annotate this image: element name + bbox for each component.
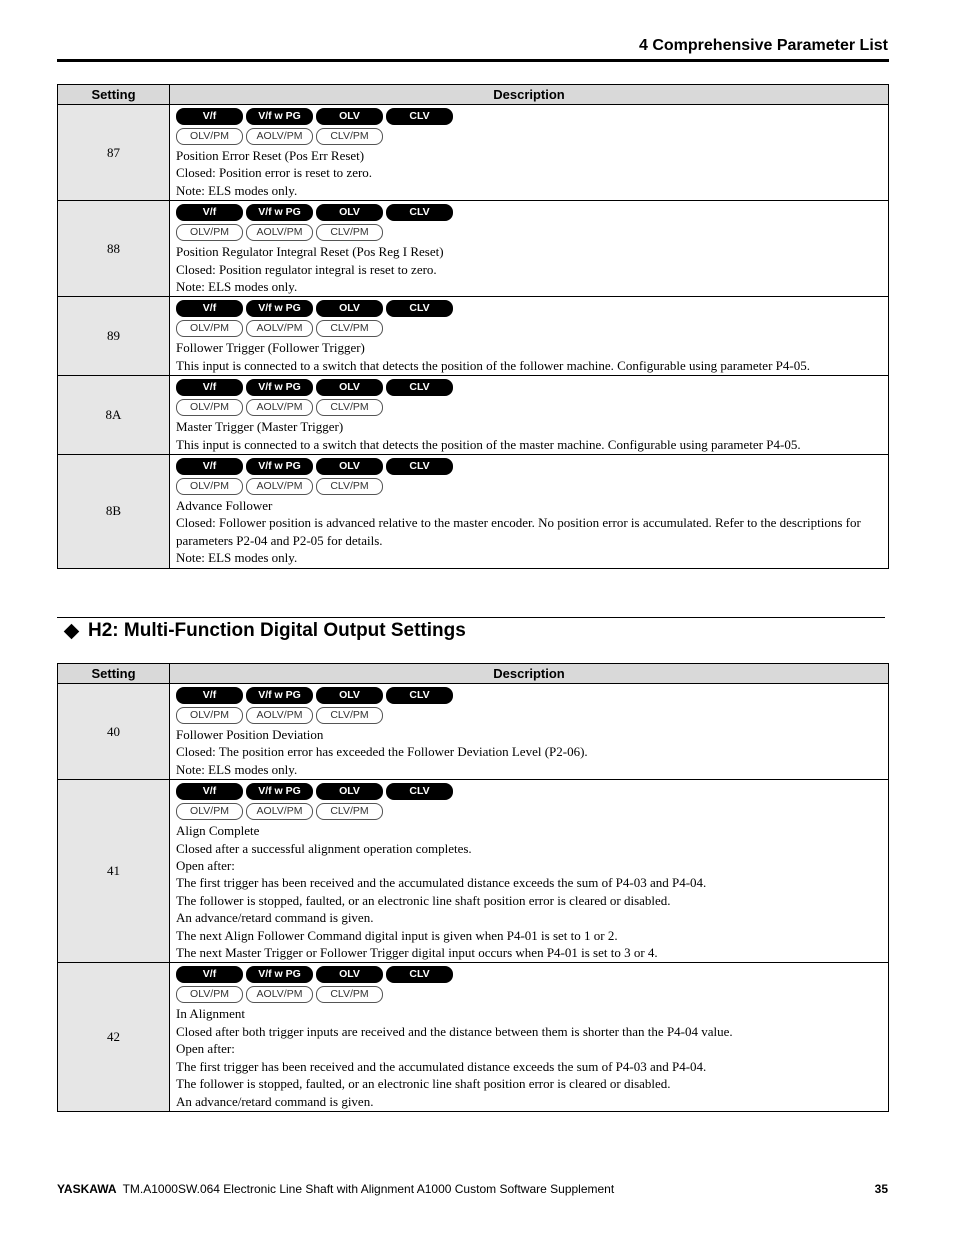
description-line: An advance/retard command is given.: [176, 1093, 374, 1109]
control-mode-badges: [176, 707, 888, 724]
description-line: Position Error Reset (Pos Err Reset): [176, 148, 365, 163]
description-line: This input is connected to a switch that detects the position of the follower machine. Configurable using parameter P4-05.: [176, 357, 810, 373]
control-mode-badges: [176, 300, 888, 317]
control-mode-badges: [176, 803, 888, 820]
control-mode-badge: OLV: [316, 300, 383, 317]
control-mode-badge: CLV: [386, 108, 453, 125]
control-mode-badge: CLV/PM: [316, 986, 383, 1003]
description-line: The first trigger has been received and the accumulated distance exceeds the sum of P4-03 and P4-04.: [176, 875, 707, 891]
description-line: Closed: Position regulator integral is reset to zero.: [176, 261, 437, 277]
control-mode-badges: [176, 478, 888, 495]
section-title: H2: Multi-Function Digital Output Settings: [88, 620, 466, 641]
description-line: Closed after both trigger inputs are received and the distance between them is shorter than the P4-04 value.: [176, 1023, 733, 1039]
control-mode-badge: CLV/PM: [316, 224, 383, 241]
control-mode-badge: OLV/PM: [176, 478, 243, 495]
description-line: Open after:: [176, 1041, 235, 1057]
control-mode-badge: OLV/PM: [176, 986, 243, 1003]
table-row: [58, 963, 889, 1111]
control-mode-badge: V/f: [176, 966, 243, 983]
control-mode-badge: AOLV/PM: [246, 128, 313, 145]
footer-brand: YASKAWA: [57, 1182, 117, 1196]
table-row: [58, 376, 889, 455]
control-mode-badge: OLV/PM: [176, 128, 243, 145]
control-mode-badge: OLV: [316, 204, 383, 221]
description-line: Align Complete: [176, 823, 260, 839]
control-mode-badge: V/f w PG: [246, 783, 313, 800]
control-mode-badges: [176, 320, 888, 337]
page-number: 35: [874, 1182, 888, 1196]
control-mode-badge: V/f: [176, 204, 243, 221]
description-line: Note: ELS modes only.: [176, 182, 298, 198]
control-mode-badge: OLV/PM: [176, 803, 243, 820]
setting-value: 89: [58, 297, 170, 376]
control-mode-badge: V/f w PG: [246, 966, 313, 983]
column-header-setting: Setting: [58, 664, 170, 684]
control-mode-badge: AOLV/PM: [246, 478, 313, 495]
control-mode-badges: [176, 379, 888, 396]
control-mode-badge: AOLV/PM: [246, 803, 313, 820]
control-mode-badge: V/f w PG: [246, 108, 313, 125]
column-header-description: Description: [170, 664, 889, 684]
table-body: [58, 105, 889, 569]
control-mode-badge: AOLV/PM: [246, 320, 313, 337]
description-line: The next Master Trigger or Follower Trigger digital input occurs when P4-01 is set to 3 or 4.: [176, 945, 658, 961]
footer-document-title: TM.A1000SW.064 Electronic Line Shaft with Alignment A1000 Custom Software Supplement: [122, 1182, 615, 1196]
setting-value: 41: [58, 780, 170, 963]
control-mode-badge: CLV: [386, 458, 453, 475]
description-line: Closed: The position error has exceeded the Follower Deviation Level (P2-06).: [176, 744, 588, 760]
control-mode-badge: CLV: [386, 379, 453, 396]
setting-value: 87: [58, 105, 170, 201]
setting-value: 40: [58, 684, 170, 780]
control-mode-badges: [176, 783, 888, 800]
description-line: In Alignment: [176, 1006, 245, 1022]
control-mode-badge: V/f: [176, 300, 243, 317]
control-mode-badge: CLV: [386, 783, 453, 800]
description-line: This input is connected to a switch that detects the position of the master machine. Configurable using parameter P4-05.: [176, 436, 801, 452]
control-mode-badge: CLV/PM: [316, 707, 383, 724]
setting-value: 42: [58, 963, 170, 1111]
description-line: Master Trigger (Master Trigger): [176, 419, 344, 435]
description-line: Closed: Position error is reset to zero.: [176, 165, 373, 181]
control-mode-badge: CLV: [386, 300, 453, 317]
control-mode-badges: [176, 399, 888, 416]
control-mode-badges: [176, 224, 888, 241]
control-mode-badge: OLV/PM: [176, 707, 243, 724]
control-mode-badge: OLV: [316, 458, 383, 475]
setting-description: [170, 780, 889, 963]
description-line: An advance/retard command is given.: [176, 910, 374, 926]
control-mode-badge: CLV/PM: [316, 478, 383, 495]
description-line: The next Align Follower Command digital input is given when P4-01 is set to 1 or 2.: [176, 927, 618, 943]
control-mode-badge: V/f w PG: [246, 204, 313, 221]
table-row: [58, 201, 889, 297]
section-rule: [57, 617, 885, 618]
control-mode-badge: CLV: [386, 966, 453, 983]
control-mode-badge: OLV: [316, 108, 383, 125]
control-mode-badge: V/f: [176, 783, 243, 800]
description-line: Follower Position Deviation: [176, 727, 324, 742]
table-row: [58, 780, 889, 963]
control-mode-badge: OLV/PM: [176, 320, 243, 337]
setting-description: [170, 684, 889, 780]
setting-description: [170, 297, 889, 376]
control-mode-badge: V/f: [176, 458, 243, 475]
description-line: Closed after a successful alignment operation completes.: [176, 840, 472, 856]
description-line: Open after:: [176, 858, 235, 874]
description-line: Note: ELS modes only.: [176, 550, 298, 566]
setting-description: [170, 105, 889, 201]
description-line: The follower is stopped, faulted, or an electronic line shaft position error is cleared or disabled.: [176, 892, 671, 908]
column-header-description: Description: [170, 85, 889, 105]
control-mode-badge: V/f: [176, 379, 243, 396]
control-mode-badge: CLV/PM: [316, 128, 383, 145]
control-mode-badges: [176, 128, 888, 145]
control-mode-badge: V/f: [176, 108, 243, 125]
setting-value: 88: [58, 201, 170, 297]
table-row: [58, 105, 889, 201]
control-mode-badge: CLV/PM: [316, 803, 383, 820]
page-header-title: 4 Comprehensive Parameter List: [639, 37, 888, 54]
control-mode-badge: V/f: [176, 687, 243, 704]
control-mode-badge: CLV: [386, 204, 453, 221]
table-row: [58, 455, 889, 569]
control-mode-badges: [176, 986, 888, 1003]
description-line: Closed: Follower position is advanced relative to the master encoder. No position error is accumulated. Refer to the descriptions for parameters P2-04 and P2-05 for details.: [176, 515, 861, 548]
control-mode-badge: OLV: [316, 687, 383, 704]
control-mode-badge: AOLV/PM: [246, 707, 313, 724]
setting-description: [170, 963, 889, 1111]
control-mode-badges: [176, 108, 888, 125]
description-line: Follower Trigger (Follower Trigger): [176, 340, 365, 356]
page-footer: [57, 1182, 888, 1196]
description-line: Advance Follower: [176, 498, 273, 514]
control-mode-badge: V/f w PG: [246, 687, 313, 704]
setting-description: [170, 376, 889, 455]
section-heading: [62, 620, 466, 642]
control-mode-badge: CLV/PM: [316, 399, 383, 416]
control-mode-badge: OLV: [316, 783, 383, 800]
control-mode-badge: V/f w PG: [246, 458, 313, 475]
description-line: Note: ELS modes only.: [176, 761, 298, 777]
description-line: The first trigger has been received and the accumulated distance exceeds the sum of P4-03 and P4-04.: [176, 1058, 707, 1074]
control-mode-badge: OLV: [316, 379, 383, 396]
table-body: [58, 684, 889, 1112]
control-mode-badge: OLV/PM: [176, 224, 243, 241]
control-mode-badge: AOLV/PM: [246, 986, 313, 1003]
description-line: Note: ELS modes only.: [176, 279, 298, 295]
setting-description: [170, 455, 889, 569]
control-mode-badge: V/f w PG: [246, 300, 313, 317]
control-mode-badge: OLV: [316, 966, 383, 983]
control-mode-badges: [176, 204, 888, 221]
parameter-table-h2: [57, 663, 889, 1112]
control-mode-badge: CLV: [386, 687, 453, 704]
table-row: [58, 297, 889, 376]
control-mode-badges: [176, 458, 888, 475]
parameter-table-h1: [57, 84, 889, 569]
control-mode-badge: AOLV/PM: [246, 399, 313, 416]
control-mode-badge: AOLV/PM: [246, 224, 313, 241]
setting-description: [170, 201, 889, 297]
setting-value: 8A: [58, 376, 170, 455]
column-header-setting: Setting: [58, 85, 170, 105]
description-line: Position Regulator Integral Reset (Pos Reg I Reset): [176, 244, 444, 260]
diamond-bullet-icon: [64, 623, 80, 639]
control-mode-badge: OLV/PM: [176, 399, 243, 416]
header-rule: [57, 59, 889, 62]
control-mode-badge: CLV/PM: [316, 320, 383, 337]
setting-value: 8B: [58, 455, 170, 569]
control-mode-badges: [176, 687, 888, 704]
description-line: The follower is stopped, faulted, or an electronic line shaft position error is cleared or disabled.: [176, 1076, 671, 1092]
table-row: [58, 684, 889, 780]
control-mode-badge: V/f w PG: [246, 379, 313, 396]
control-mode-badges: [176, 966, 888, 983]
